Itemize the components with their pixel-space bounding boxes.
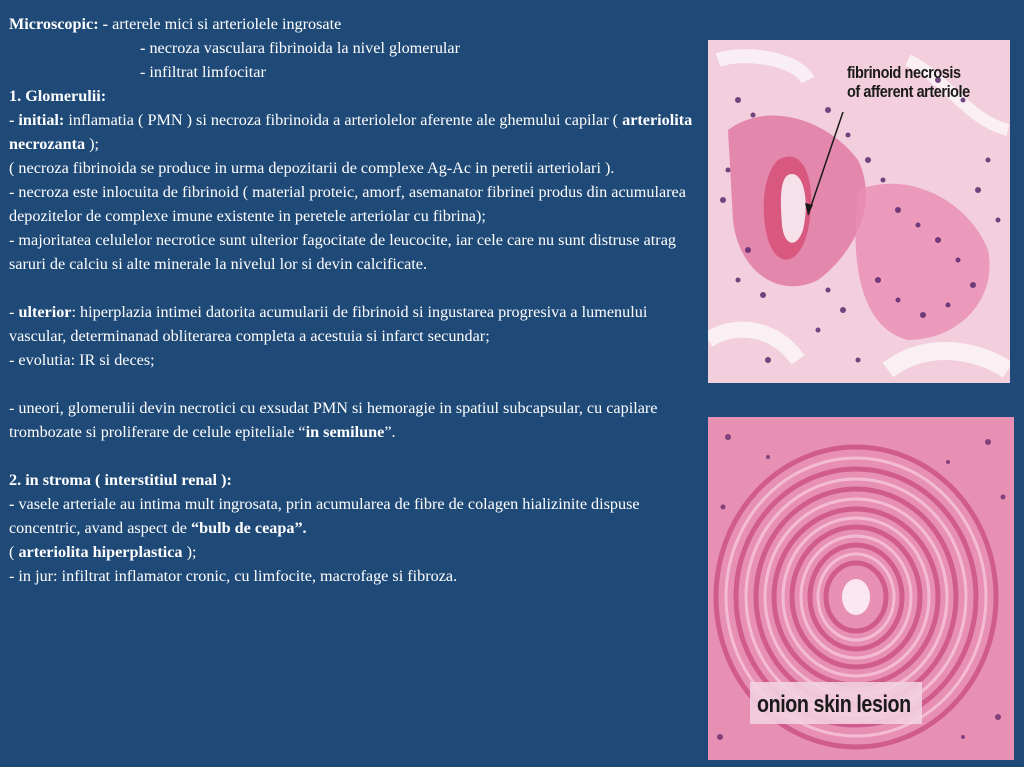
infiltrate-line: - infiltrat limfocitar [140,63,266,81]
calcification-paragraph: - majoritatea celulelor necrotice sunt ulterior fagocitate de leucocite, iar cele care nu sunt distruse atrag saruri de calciu si alte minerale la nivelul lor si devin calcificate. [9,231,676,273]
stroma-heading: 2. in stroma ( interstitiul renal ): [9,471,232,489]
evolution-line: - evolutia: IR si deces; [9,351,155,369]
later-paragraph: - ulterior: hiperplazia intimei datorita acumularii de fibrinoid si ingustarea progresiva a lumenului vascular, determinanad obliterarea completa a acestuia si infarct secundar; [9,303,648,345]
crescent-paragraph: - uneori, glomerulii devin necrotici cu exsudat PMN si hemoragie in spatiul subcapsular, cu capilare trombozate si proliferare de celule epiteliale “in semilune”. [9,399,658,441]
surrounding-line: - in jur: infiltrat inflamator cronic, cu limfocite, macrofage si fibroza. [9,567,458,585]
glomeruli-heading: 1. Glomerulii: [9,87,107,105]
intima-paragraph: - vasele arteriale au intima mult ingrosata, prin acumularea de fibre de colagen hializinite dispuse concentric, avand aspect de “bulb de ceapa”. [9,495,640,537]
slide-text [9,12,699,588]
hyperplastic-line: ( arteriolita hiperplastica ); [9,543,197,561]
fibrinoid-replacement: - necroza este inlocuita de fibrinoid ( material proteic, amorf, asemanator fibrinei produs din acumularea depozitelor de complexe imune existente in peretele arteriolar cu fibrina); [9,183,686,225]
caption-fibrinoid-necrosis: fibrinoid necrosis of afferent arteriole [847,63,970,101]
fibrinoid-note: ( necroza fibrinoida se produce in urma depozitarii de complexe Ag-Ac in peretii arteriolari ). [9,159,615,177]
initial-paragraph: - initial: inflamatia ( PMN ) si necroza fibrinoida a arteriolelor aferente ale ghemului capilar ( arteriolita necrozanta ); [9,111,693,153]
caption-onion-skin: onion skin lesion [757,691,911,718]
microscopic-line: Microscopic: - arterele mici si arteriolele ingrosate [9,15,342,33]
microscopic-label: Microscopic: - [9,15,109,33]
necrosis-line: - necroza vasculara fibrinoida la nivel glomerular [140,39,461,57]
